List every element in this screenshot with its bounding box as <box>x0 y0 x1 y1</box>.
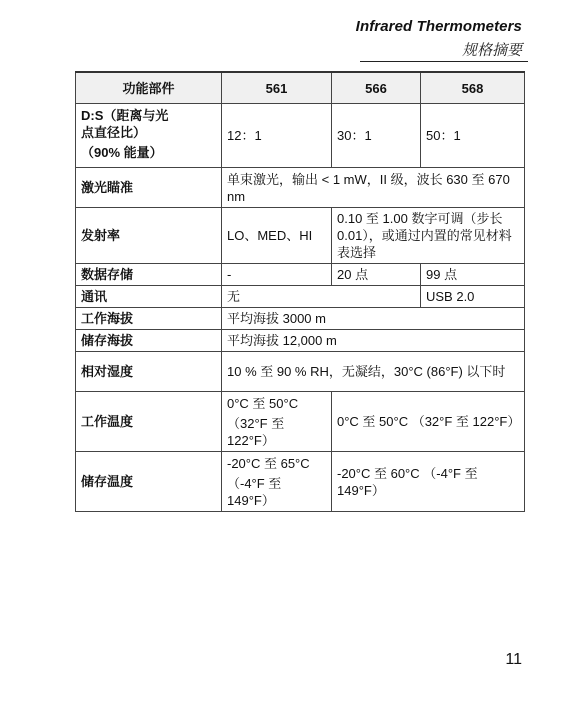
table-row <box>76 104 525 168</box>
column-header-566: 566 <box>332 72 421 104</box>
storage-value-568: 99 点 <box>421 264 525 286</box>
page-number: 11 <box>505 651 522 668</box>
table-row <box>76 352 525 392</box>
row-label-relative-humidity: 相对湿度 <box>76 352 222 392</box>
row-label-ds-ratio <box>76 104 222 168</box>
humidity-value: 10 % 至 90 % RH，无凝结，30°C (86°F) 以下时 <box>222 352 525 392</box>
ds-label-line-3: （90% 能量） <box>81 145 163 160</box>
ds-value-566: 30：1 <box>332 104 421 168</box>
storage-value-561: - <box>222 264 332 286</box>
comm-value-561-566: 无 <box>222 286 421 308</box>
column-header-feature: 功能部件 <box>76 72 222 104</box>
laser-value: 单束激光，输出 < 1 mW，II 级，波长 630 至 670 nm <box>222 168 525 208</box>
emissivity-value-561: LO、MED、HI <box>222 208 332 264</box>
op-temp-561-line-1: 0°C 至 50°C <box>227 395 299 411</box>
operating-temperature-value-566-568: 0°C 至 50°C （32°F 至 122°F） <box>332 392 525 452</box>
ds-label-line-2: 点直径比） <box>81 125 147 140</box>
table-row <box>76 168 525 208</box>
op-temp-561-line-3: 122°F） <box>227 432 275 448</box>
document-subtitle: 规格摘要 <box>461 41 522 59</box>
row-label-laser: 激光瞄准 <box>76 168 222 208</box>
ds-value-561: 12：1 <box>222 104 332 168</box>
operating-altitude-value: 平均海拔 3000 m <box>222 308 525 330</box>
st-temp-561-line-1: -20°C 至 65°C <box>227 455 310 471</box>
table-header-row <box>76 72 525 104</box>
table-row <box>76 452 525 512</box>
storage-temperature-value-566-568: -20°C 至 60°C （-4°F 至 149°F） <box>332 452 525 512</box>
column-header-568: 568 <box>421 72 525 104</box>
storage-altitude-value: 平均海拔 12,000 m <box>222 330 525 352</box>
row-label-storage-temperature: 储存温度 <box>76 452 222 512</box>
emissivity-value-566-568: 0.10 至 1.00 数字可调（步长 0.01），或通过内置的常见材料表选择 <box>332 208 525 264</box>
row-label-communication: 通讯 <box>76 286 222 308</box>
table-row <box>76 264 525 286</box>
comm-value-568: USB 2.0 <box>421 286 525 308</box>
specification-table <box>75 71 525 512</box>
row-label-operating-altitude: 工作海拔 <box>76 308 222 330</box>
header-divider <box>360 61 528 62</box>
table-row <box>76 330 525 352</box>
row-label-operating-temperature: 工作温度 <box>76 392 222 452</box>
column-header-561: 561 <box>222 72 332 104</box>
operating-temperature-value-561 <box>222 392 332 452</box>
table-row <box>76 208 525 264</box>
row-label-data-storage: 数据存储 <box>76 264 222 286</box>
ds-value-568: 50：1 <box>421 104 525 168</box>
storage-value-566: 20 点 <box>332 264 421 286</box>
ds-label-line-1: D:S（距离与光 <box>81 108 169 123</box>
op-temp-561-line-2: （32°F 至 <box>227 415 285 431</box>
table-row <box>76 392 525 452</box>
document-title: Infrared Thermometers <box>355 18 522 35</box>
st-temp-561-line-3: 149°F） <box>227 492 275 508</box>
st-temp-561-line-2: （-4°F 至 <box>227 475 282 491</box>
row-label-storage-altitude: 储存海拔 <box>76 330 222 352</box>
row-label-emissivity: 发射率 <box>76 208 222 264</box>
table-row <box>76 286 525 308</box>
table-row <box>76 308 525 330</box>
storage-temperature-value-561 <box>222 452 332 512</box>
